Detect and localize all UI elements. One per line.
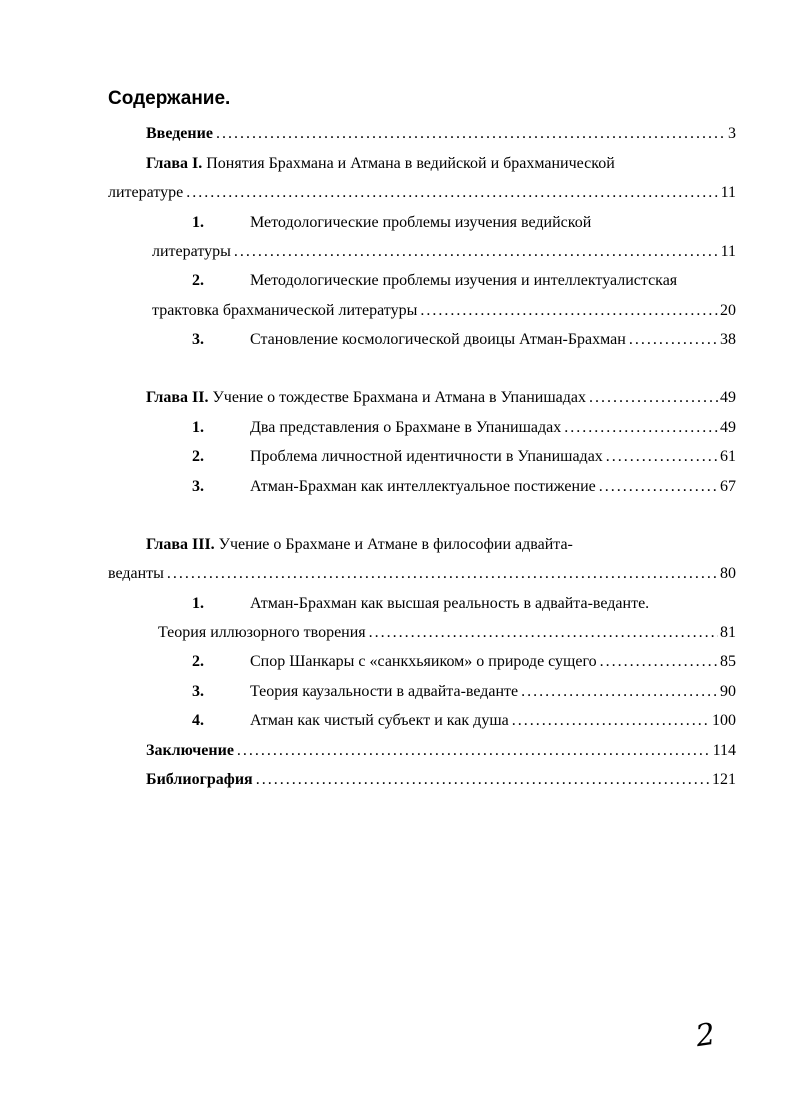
- toc-ch3-item3: 3. Теория каузальности в адвайта-веданте . . .: [192, 682, 736, 702]
- handwritten-page-number: 2: [693, 1016, 718, 1055]
- toc-ch2-item1: 1. Два представления о Брахмане в Упанишадах . . .: [192, 418, 736, 438]
- toc-ch2-item2-page: 61: [720, 448, 736, 465]
- toc-ch3-item1: 1. Атман-Брахман как высшая реальность в адвайта-веданте.: [192, 595, 650, 612]
- toc-intro-page: 3: [728, 125, 736, 142]
- toc-ch1-item1: 1. Методологические проблемы изучения ведийской: [192, 214, 592, 231]
- toc-ch2-item1-page: 49: [720, 419, 736, 436]
- toc-ch1-item2-page: 20: [720, 302, 736, 319]
- toc-ch1-num: Глава I.: [146, 155, 203, 172]
- toc-ch2-item3-page: 67: [720, 478, 736, 495]
- toc-ch3-line2: веданты . . .: [108, 564, 736, 584]
- toc-ch1-item2: 2. Методологические проблемы изучения и интеллектуалистская: [192, 272, 678, 289]
- toc-bibliography-page: 121: [712, 771, 736, 788]
- toc-ch2-item2: 2. Проблема личностной идентичности в Упанишадах . . .: [192, 447, 736, 467]
- toc-ch3-item1-line2: Теория иллюзорного творения . . .: [158, 623, 736, 643]
- toc-ch2-page: 49: [720, 389, 736, 406]
- toc-ch1-line1: [146, 154, 615, 174]
- toc-intro: [146, 124, 736, 144]
- toc-ch3-item1-page: 81: [720, 624, 736, 641]
- toc-ch2-line1: Глава II. Учение о тождестве Брахмана и Атмана в Упанишадах . . .: [146, 388, 736, 408]
- toc-ch3-line1: Глава III. Учение о Брахмане и Атмане в философии адвайта-: [146, 536, 573, 553]
- toc-ch2-num: Глава II.: [146, 389, 209, 406]
- toc-ch3-item3-page: 90: [720, 683, 736, 700]
- toc-ch1-line2: литературе . . .: [108, 183, 736, 203]
- toc-conclusion-page: 114: [712, 742, 736, 759]
- toc-ch3-item4-page: 100: [712, 712, 736, 729]
- toc-ch2-item3: 3. Атман-Брахман как интеллектуальное постижение . . .: [192, 477, 736, 497]
- toc-conclusion: Заключение . . .: [146, 741, 736, 761]
- page-title: Содержание.: [108, 88, 231, 109]
- toc-ch1-item3: 3. Становление космологической двоицы Атман-Брахман . . .: [192, 330, 736, 350]
- toc-ch3-num: Глава III.: [146, 536, 215, 553]
- toc-ch1-item2-line2: трактовка брахманической литературы . . .: [152, 301, 736, 321]
- toc-ch1-item3-page: 38: [720, 331, 736, 348]
- toc-bibliography: Библиография . . .: [146, 770, 736, 790]
- toc-ch3-item4: 4. Атман как чистый субъект и как душа . . .: [192, 711, 736, 731]
- toc-intro-label: Введение: [146, 125, 213, 142]
- toc-ch1-title: Понятия Брахмана и Атмана в ведийской и брахманической: [206, 155, 615, 172]
- toc-ch1-page: 11: [720, 184, 736, 201]
- toc-ch3-page: 80: [720, 565, 736, 582]
- toc-ch1-item1-line2: литературы . . .: [152, 242, 736, 262]
- toc-ch3-item2-page: 85: [720, 653, 736, 670]
- toc-ch1-item1-page: 11: [720, 243, 736, 260]
- toc-ch3-item2: 2. Спор Шанкары с «санкхьяиком» о природе сущего . . .: [192, 652, 736, 672]
